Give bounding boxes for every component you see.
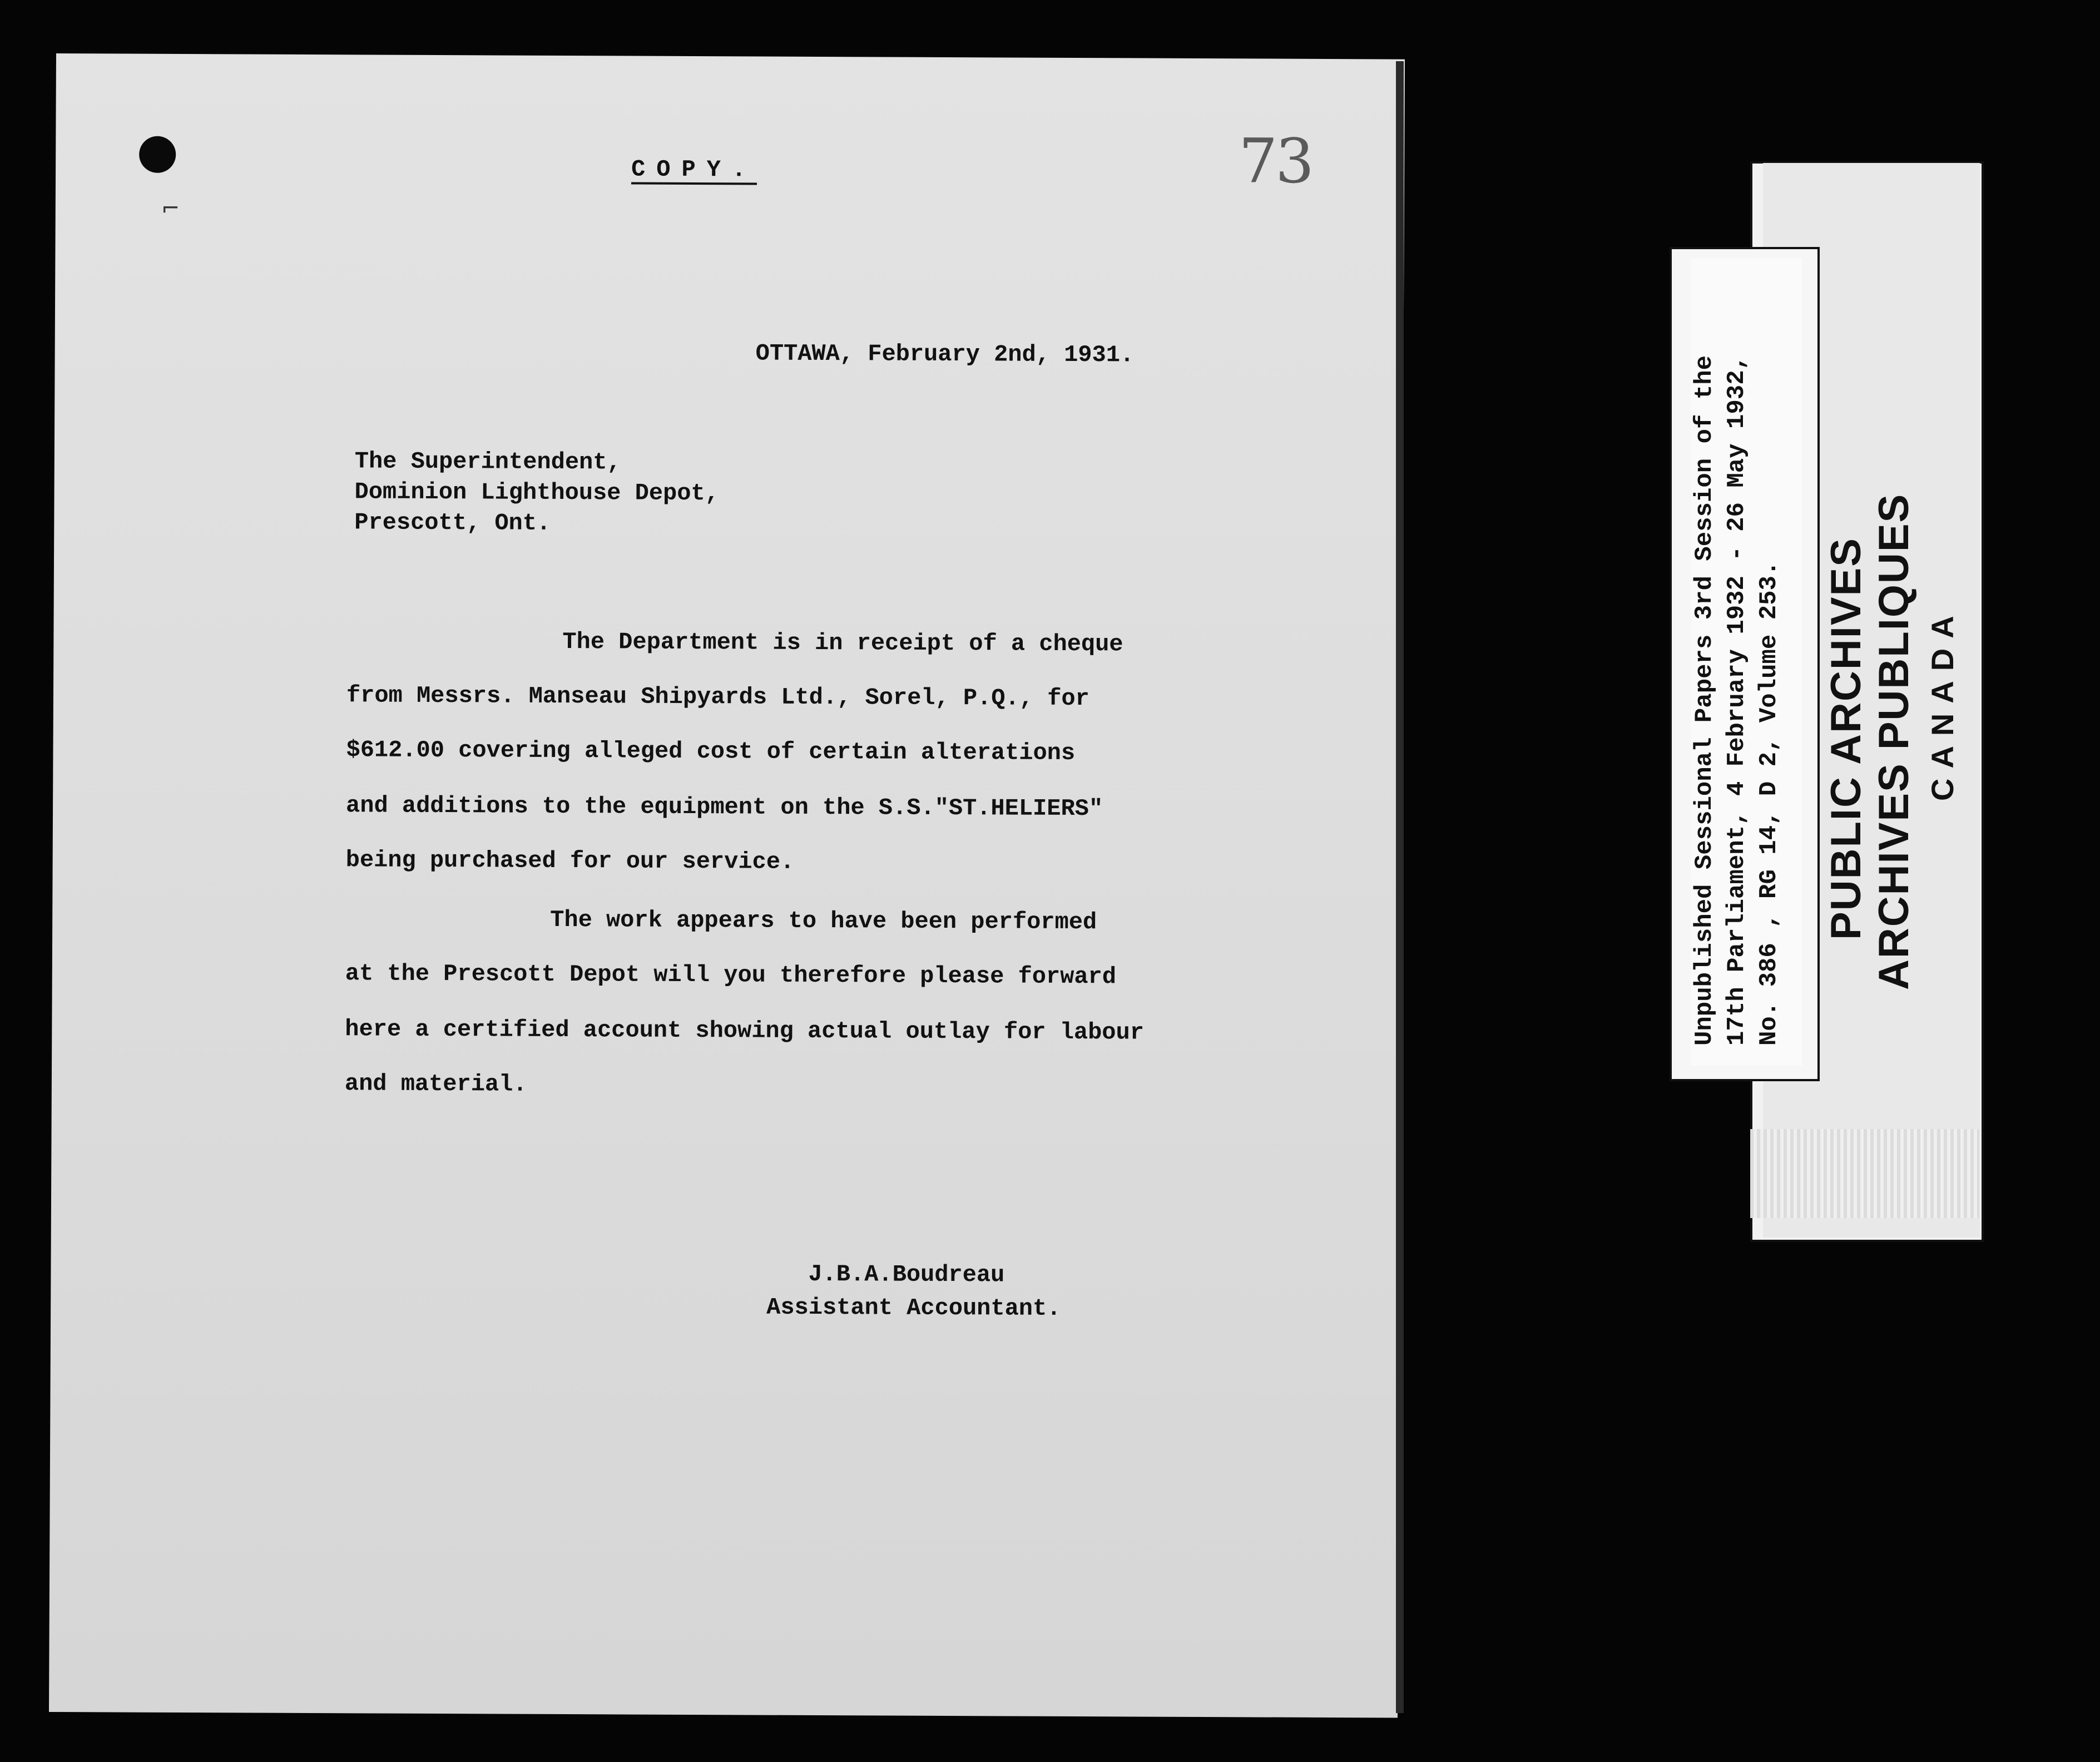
page-edge-shadow — [1396, 61, 1404, 1713]
document-page — [49, 53, 1405, 1718]
addressee-line: Prescott, Ont. — [354, 509, 551, 537]
body-line: The work appears to have been performed — [550, 906, 1097, 936]
archive-label-line: PUBLIC ARCHIVES — [1822, 537, 1870, 940]
archive-label-stripe — [1750, 1129, 1979, 1218]
archive-label-line: ARCHIVES PUBLIQUES — [1870, 493, 1918, 990]
body-line: and material. — [344, 1070, 527, 1098]
addressee-line: Dominion Lighthouse Depot, — [354, 478, 719, 507]
signature-name: J.B.A.Boudreau — [808, 1260, 1005, 1289]
signature-title: Assistant Accountant. — [766, 1294, 1061, 1322]
body-line: being purchased for our service. — [345, 847, 795, 875]
copy-heading: COPY. — [631, 156, 757, 184]
addressee-line: The Superintendent, — [354, 448, 621, 476]
body-line: here a certified account showing actual outlay for labour — [345, 1016, 1145, 1046]
pin-mark: ⌐ — [161, 195, 180, 221]
body-line: and additions to the equipment on the S.S."ST.HELIERS" — [345, 792, 1103, 823]
archive-label-country: CANADA — [1925, 606, 1960, 801]
archive-card-line: No. 386 , RG 14, D 2, Volume 253. — [1755, 561, 1783, 1046]
body-line: $612.00 covering alleged cost of certain alterations — [346, 736, 1076, 767]
date-line: OTTAWA, February 2nd, 1931. — [755, 340, 1135, 369]
page-number: 73 — [1238, 125, 1312, 197]
body-line: at the Prescott Depot will you therefore please forward — [345, 960, 1117, 991]
body-line: from Messrs. Manseau Shipyards Ltd., Sorel, P.Q., for — [346, 682, 1089, 712]
body-line: The Department is in receipt of a cheque — [562, 628, 1123, 658]
archive-card-line: 17th Parliament, 4 February 1932 - 26 May 1932, — [1723, 355, 1751, 1046]
archive-card-line: Unpublished Sessional Papers 3rd Session of the — [1691, 355, 1718, 1046]
punch-hole — [139, 136, 176, 173]
